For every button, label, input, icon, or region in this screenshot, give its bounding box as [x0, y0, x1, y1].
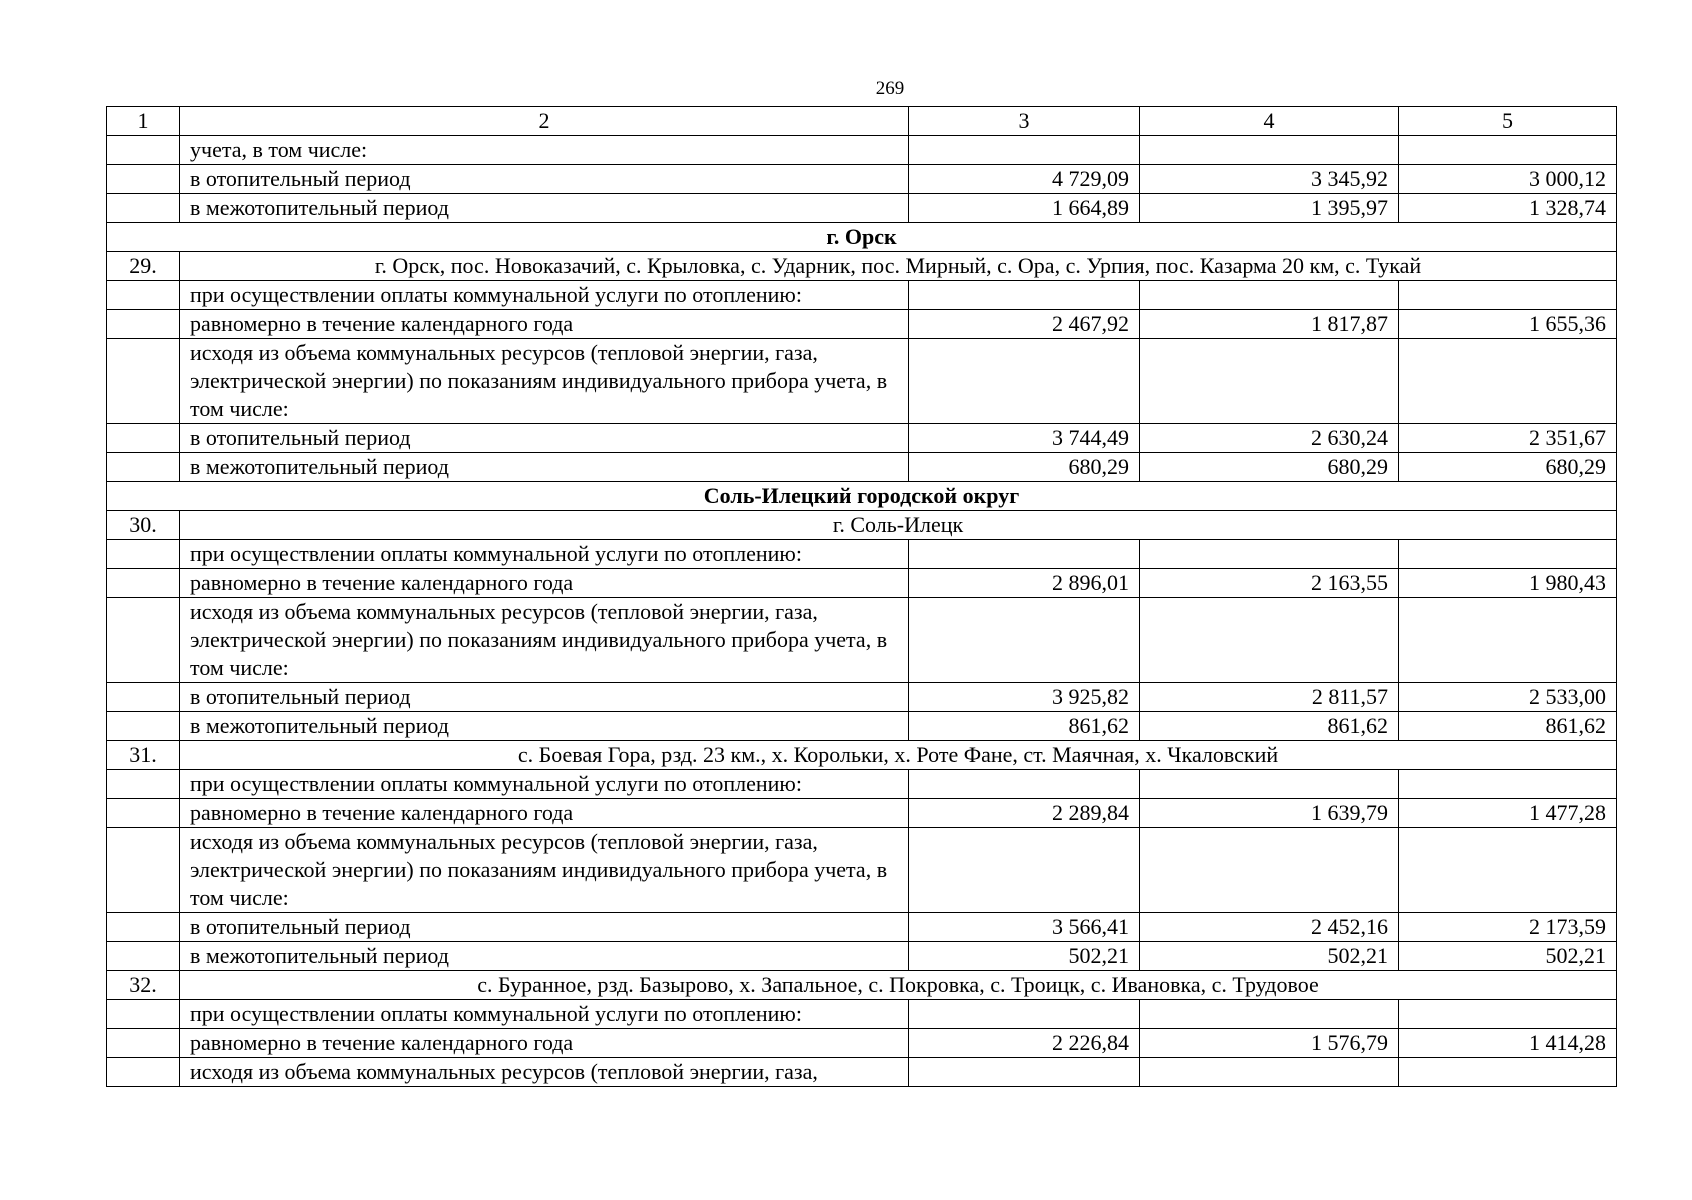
row-index: 29. — [107, 252, 180, 281]
row-index — [107, 942, 180, 971]
location-row — [107, 971, 1617, 1000]
value-col-5 — [1399, 828, 1617, 913]
header-cell-3: 3 — [909, 107, 1140, 136]
row-label: равномерно в течение календарного года — [180, 799, 909, 828]
table-row — [107, 1000, 1617, 1029]
row-index — [107, 569, 180, 598]
table-row — [107, 194, 1617, 223]
row-label: в отопительный период — [180, 683, 909, 712]
value-col-5: 502,21 — [1399, 942, 1617, 971]
row-index — [107, 598, 180, 683]
value-col-4: 1 576,79 — [1140, 1029, 1399, 1058]
row-label: в межотопительный период — [180, 453, 909, 482]
value-col-5 — [1399, 339, 1617, 424]
table-row — [107, 310, 1617, 339]
value-col-5 — [1399, 598, 1617, 683]
value-col-3 — [909, 339, 1140, 424]
value-col-5: 1 414,28 — [1399, 1029, 1617, 1058]
value-col-3: 3 925,82 — [909, 683, 1140, 712]
value-col-5 — [1399, 540, 1617, 569]
location-row — [107, 741, 1617, 770]
row-label: в межотопительный период — [180, 942, 909, 971]
table-row — [107, 799, 1617, 828]
value-col-4: 2 630,24 — [1140, 424, 1399, 453]
table-row — [107, 770, 1617, 799]
value-col-4: 3 345,92 — [1140, 165, 1399, 194]
row-label: в отопительный период — [180, 165, 909, 194]
value-col-4 — [1140, 1058, 1399, 1087]
table-row — [107, 453, 1617, 482]
value-col-3 — [909, 1058, 1140, 1087]
row-index — [107, 136, 180, 165]
value-col-3 — [909, 598, 1140, 683]
row-index — [107, 683, 180, 712]
value-col-4: 1 395,97 — [1140, 194, 1399, 223]
value-col-5: 2 533,00 — [1399, 683, 1617, 712]
row-index — [107, 453, 180, 482]
value-col-4 — [1140, 540, 1399, 569]
row-index — [107, 194, 180, 223]
tariff-table — [106, 106, 1617, 1087]
table-row — [107, 569, 1617, 598]
value-col-3: 3 744,49 — [909, 424, 1140, 453]
row-index: 31. — [107, 741, 180, 770]
value-col-4 — [1140, 828, 1399, 913]
row-label: учета, в том числе: — [180, 136, 909, 165]
table-row — [107, 1029, 1617, 1058]
section-row — [107, 223, 1617, 252]
row-label: в отопительный период — [180, 913, 909, 942]
value-col-5: 2 351,67 — [1399, 424, 1617, 453]
row-index — [107, 540, 180, 569]
value-col-4 — [1140, 339, 1399, 424]
value-col-3: 861,62 — [909, 712, 1140, 741]
row-label: при осуществлении оплаты коммунальной услуги по отоплению: — [180, 1000, 909, 1029]
table-row — [107, 913, 1617, 942]
row-index — [107, 310, 180, 339]
row-index — [107, 799, 180, 828]
row-label: исходя из объема коммунальных ресурсов (тепловой энергии, газа, — [180, 1058, 909, 1087]
value-col-3: 3 566,41 — [909, 913, 1140, 942]
value-col-3: 1 664,89 — [909, 194, 1140, 223]
table-row — [107, 598, 1617, 683]
value-col-5 — [1399, 136, 1617, 165]
header-cell-1: 1 — [107, 107, 180, 136]
row-index — [107, 1058, 180, 1087]
value-col-4: 2 452,16 — [1140, 913, 1399, 942]
value-col-3: 2 226,84 — [909, 1029, 1140, 1058]
row-index — [107, 1000, 180, 1029]
value-col-5: 1 655,36 — [1399, 310, 1617, 339]
page-number: 269 — [875, 78, 905, 99]
row-label: равномерно в течение календарного года — [180, 310, 909, 339]
value-col-4 — [1140, 136, 1399, 165]
table-row — [107, 828, 1617, 913]
value-col-3 — [909, 770, 1140, 799]
value-col-5: 861,62 — [1399, 712, 1617, 741]
row-index — [107, 424, 180, 453]
row-label: исходя из объема коммунальных ресурсов (тепловой энергии, газа, электрической энергии) по показаниям индивидуального прибора учета, в том числе: — [180, 339, 909, 424]
value-col-5 — [1399, 770, 1617, 799]
value-col-5: 1 980,43 — [1399, 569, 1617, 598]
location-name: г. Орск, пос. Новоказачий, с. Крыловка, с. Ударник, пос. Мирный, с. Ора, с. Урпия, пос. Казарма 20 км, с. Тукай — [180, 252, 1617, 281]
value-col-5 — [1399, 1000, 1617, 1029]
table-row — [107, 683, 1617, 712]
value-col-4 — [1140, 770, 1399, 799]
row-label: равномерно в течение календарного года — [180, 1029, 909, 1058]
table-row — [107, 540, 1617, 569]
row-index — [107, 165, 180, 194]
location-name: с. Боевая Гора, рзд. 23 км., х. Корольки, х. Роте Фане, ст. Маячная, х. Чкаловский — [180, 741, 1617, 770]
table-row — [107, 942, 1617, 971]
row-label: при осуществлении оплаты коммунальной услуги по отоплению: — [180, 281, 909, 310]
header-cell-2: 2 — [180, 107, 909, 136]
row-index: 32. — [107, 971, 180, 1000]
value-col-4: 2 163,55 — [1140, 569, 1399, 598]
table-row — [107, 339, 1617, 424]
value-col-5: 680,29 — [1399, 453, 1617, 482]
row-index — [107, 339, 180, 424]
table-row — [107, 424, 1617, 453]
value-col-3: 2 467,92 — [909, 310, 1140, 339]
value-col-3 — [909, 828, 1140, 913]
value-col-3: 502,21 — [909, 942, 1140, 971]
row-index — [107, 913, 180, 942]
value-col-3 — [909, 136, 1140, 165]
value-col-3: 2 289,84 — [909, 799, 1140, 828]
section-row — [107, 482, 1617, 511]
value-col-4: 2 811,57 — [1140, 683, 1399, 712]
value-col-4: 1 817,87 — [1140, 310, 1399, 339]
row-label: исходя из объема коммунальных ресурсов (тепловой энергии, газа, электрической энергии) по показаниям индивидуального прибора учета, в том числе: — [180, 828, 909, 913]
table-row — [107, 712, 1617, 741]
table-row — [107, 1058, 1617, 1087]
header-cell-4: 4 — [1140, 107, 1399, 136]
location-row — [107, 511, 1617, 540]
row-index — [107, 281, 180, 310]
value-col-5: 3 000,12 — [1399, 165, 1617, 194]
value-col-3 — [909, 1000, 1140, 1029]
section-title: г. Орск — [107, 223, 1617, 252]
header-row — [107, 107, 1617, 136]
value-col-5 — [1399, 1058, 1617, 1087]
section-title: Соль-Илецкий городской округ — [107, 482, 1617, 511]
value-col-4 — [1140, 598, 1399, 683]
value-col-3 — [909, 540, 1140, 569]
value-col-4 — [1140, 1000, 1399, 1029]
value-col-4: 861,62 — [1140, 712, 1399, 741]
row-index — [107, 712, 180, 741]
row-label: при осуществлении оплаты коммунальной услуги по отоплению: — [180, 540, 909, 569]
table-row — [107, 136, 1617, 165]
row-label: в отопительный период — [180, 424, 909, 453]
value-col-5 — [1399, 281, 1617, 310]
value-col-3: 2 896,01 — [909, 569, 1140, 598]
header-cell-5: 5 — [1399, 107, 1617, 136]
location-name: г. Соль-Илецк — [180, 511, 1617, 540]
row-label: в межотопительный период — [180, 194, 909, 223]
row-label: равномерно в течение календарного года — [180, 569, 909, 598]
value-col-5: 2 173,59 — [1399, 913, 1617, 942]
value-col-4: 1 639,79 — [1140, 799, 1399, 828]
location-row — [107, 252, 1617, 281]
table-row — [107, 281, 1617, 310]
value-col-4 — [1140, 281, 1399, 310]
row-label: исходя из объема коммунальных ресурсов (тепловой энергии, газа, электрической энергии) по показаниям индивидуального прибора учета, в том числе: — [180, 598, 909, 683]
row-label: в межотопительный период — [180, 712, 909, 741]
value-col-3: 4 729,09 — [909, 165, 1140, 194]
value-col-4: 680,29 — [1140, 453, 1399, 482]
row-index — [107, 828, 180, 913]
value-col-3: 680,29 — [909, 453, 1140, 482]
table-row — [107, 165, 1617, 194]
value-col-5: 1 328,74 — [1399, 194, 1617, 223]
row-index — [107, 1029, 180, 1058]
row-index — [107, 770, 180, 799]
row-index: 30. — [107, 511, 180, 540]
value-col-3 — [909, 281, 1140, 310]
row-label: при осуществлении оплаты коммунальной услуги по отоплению: — [180, 770, 909, 799]
value-col-4: 502,21 — [1140, 942, 1399, 971]
location-name: с. Буранное, рзд. Базырово, х. Запальное, с. Покровка, с. Троицк, с. Ивановка, с. Трудовое — [180, 971, 1617, 1000]
value-col-5: 1 477,28 — [1399, 799, 1617, 828]
